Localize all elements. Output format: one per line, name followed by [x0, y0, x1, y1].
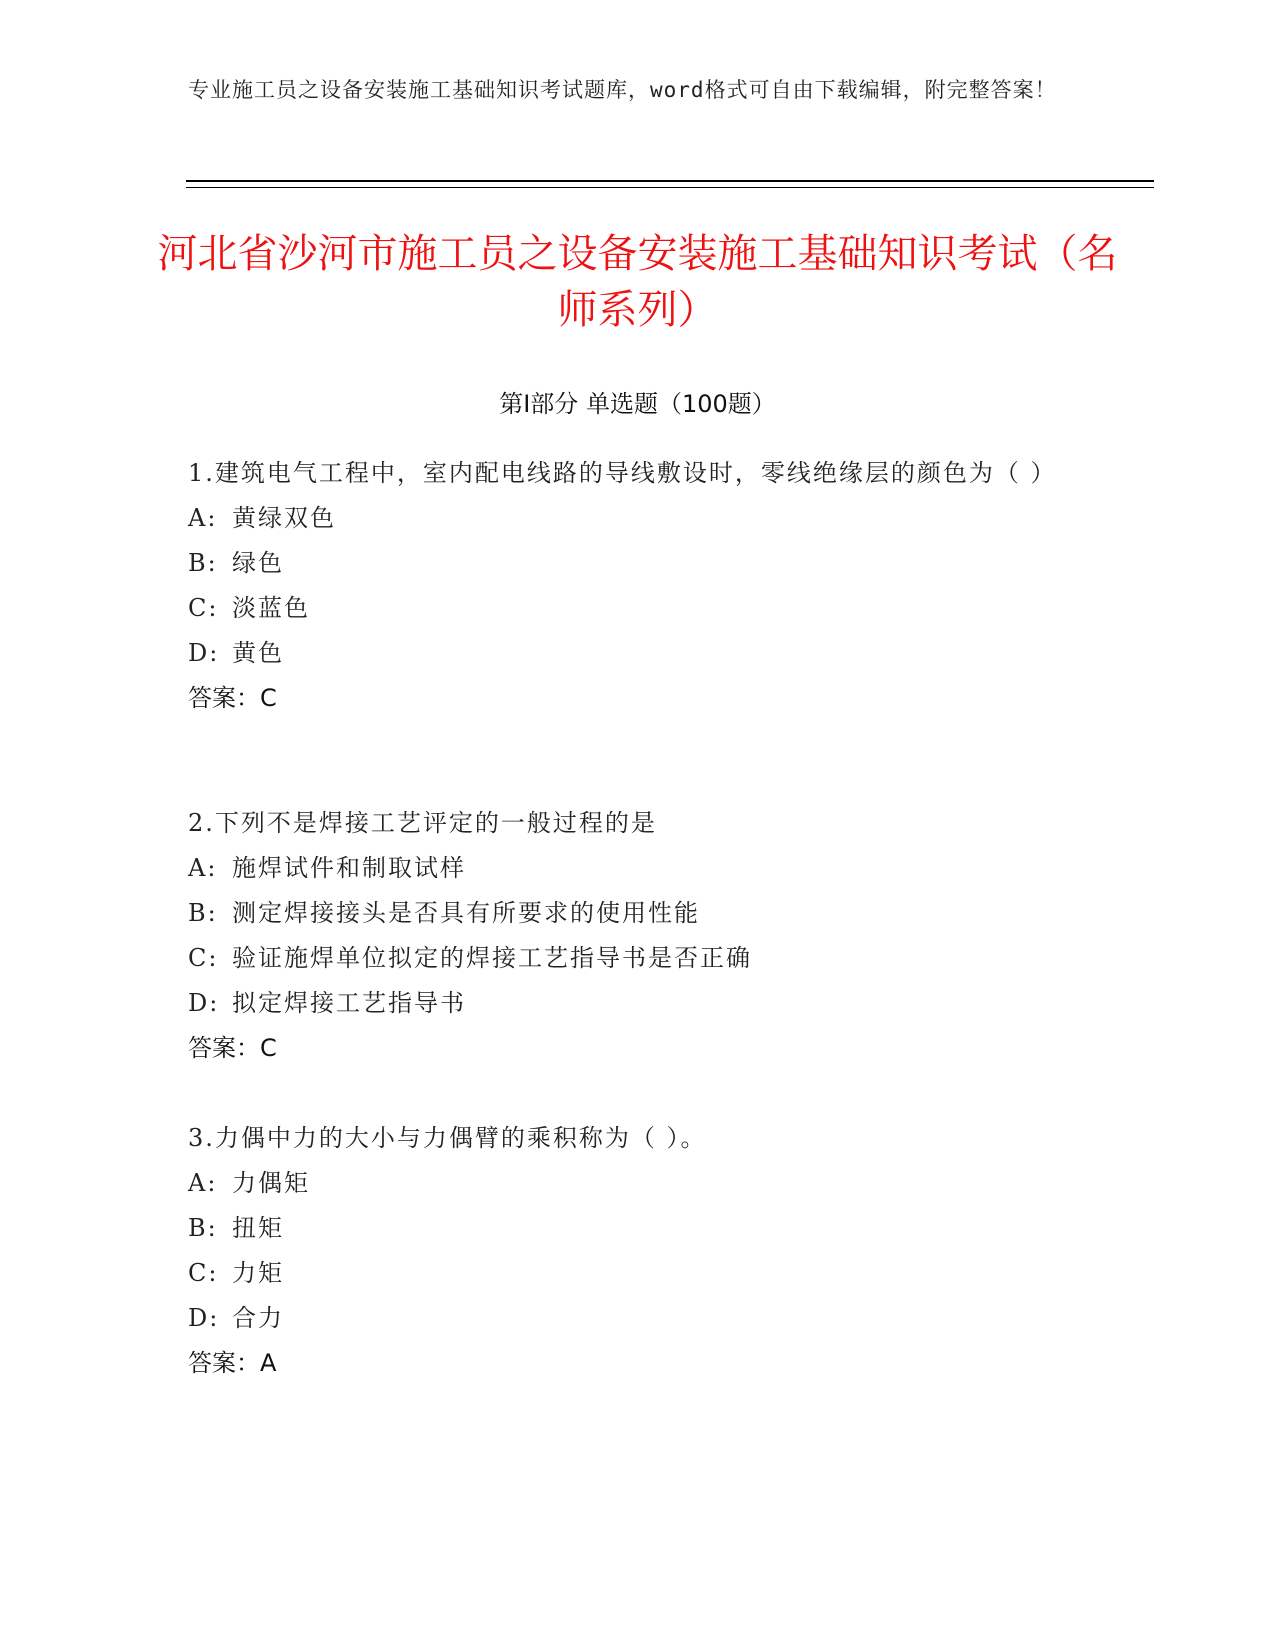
section-heading: 第Ⅰ部分 单选题（100题）: [499, 390, 776, 418]
question-3: [188, 1116, 1088, 1386]
option-d: [188, 631, 1088, 676]
option-letter: D:: [188, 639, 220, 667]
option-text: 淡蓝色: [232, 594, 310, 622]
header-divider-thin: [186, 187, 1154, 188]
question-2: [188, 801, 1088, 1071]
option-a: [188, 846, 1088, 891]
option-letter: C:: [188, 1259, 219, 1287]
option-letter: B:: [188, 1214, 218, 1242]
question-stem: 2.下列不是焊接工艺评定的一般过程的是: [188, 809, 657, 837]
option-letter: B:: [188, 899, 218, 927]
option-text: 验证施焊单位拟定的焊接工艺指导书是否正确: [232, 944, 752, 972]
option-d: [188, 1296, 1088, 1341]
question-stem: 1.建筑电气工程中，室内配电线路的导线敷设时，零线绝缘层的颜色为（ ）: [188, 459, 1057, 487]
option-b: [188, 891, 1088, 936]
option-a: [188, 1161, 1088, 1206]
answer-label: 答案：: [188, 684, 260, 712]
option-c: [188, 586, 1088, 631]
option-b: [188, 541, 1088, 586]
answer-label: 答案：: [188, 1034, 260, 1062]
option-letter: B:: [188, 549, 218, 577]
document-title: 河北省沙河市施工员之设备安装施工基础知识考试（名师系列）: [157, 231, 1118, 333]
option-letter: A:: [188, 504, 218, 532]
option-text: 测定焊接接头是否具有所要求的使用性能: [232, 899, 700, 927]
answer-line: [188, 1026, 1088, 1071]
option-letter: D:: [188, 989, 220, 1017]
answer-line: [188, 676, 1088, 721]
question-stem: 3.力偶中力的大小与力偶臂的乘积称为（ ）。: [188, 1124, 707, 1152]
answer-label: 答案：: [188, 1349, 260, 1377]
option-letter: C:: [188, 944, 219, 972]
question-1: [188, 451, 1088, 721]
answer-value: C: [260, 684, 277, 712]
answer-value: A: [260, 1349, 277, 1377]
header-divider-thick: [186, 180, 1154, 182]
option-a: [188, 496, 1088, 541]
header-note: 专业施工员之设备安装施工基础知识考试题库，word格式可自由下载编辑，附完整答案！: [188, 78, 1057, 102]
option-c: [188, 936, 1088, 981]
option-letter: C:: [188, 594, 219, 622]
option-text: 扭矩: [232, 1214, 284, 1242]
option-letter: D:: [188, 1304, 220, 1332]
option-text: 拟定焊接工艺指导书: [232, 989, 466, 1017]
option-text: 黄绿双色: [232, 504, 336, 532]
option-text: 力偶矩: [232, 1169, 310, 1197]
answer-line: [188, 1341, 1088, 1386]
option-text: 绿色: [232, 549, 284, 577]
option-b: [188, 1206, 1088, 1251]
option-text: 黄色: [232, 639, 284, 667]
option-letter: A:: [188, 1169, 218, 1197]
option-text: 合力: [232, 1304, 284, 1332]
option-text: 施焊试件和制取试样: [232, 854, 466, 882]
option-text: 力矩: [232, 1259, 284, 1287]
option-letter: A:: [188, 854, 218, 882]
option-c: [188, 1251, 1088, 1296]
option-d: [188, 981, 1088, 1026]
answer-value: C: [260, 1034, 277, 1062]
